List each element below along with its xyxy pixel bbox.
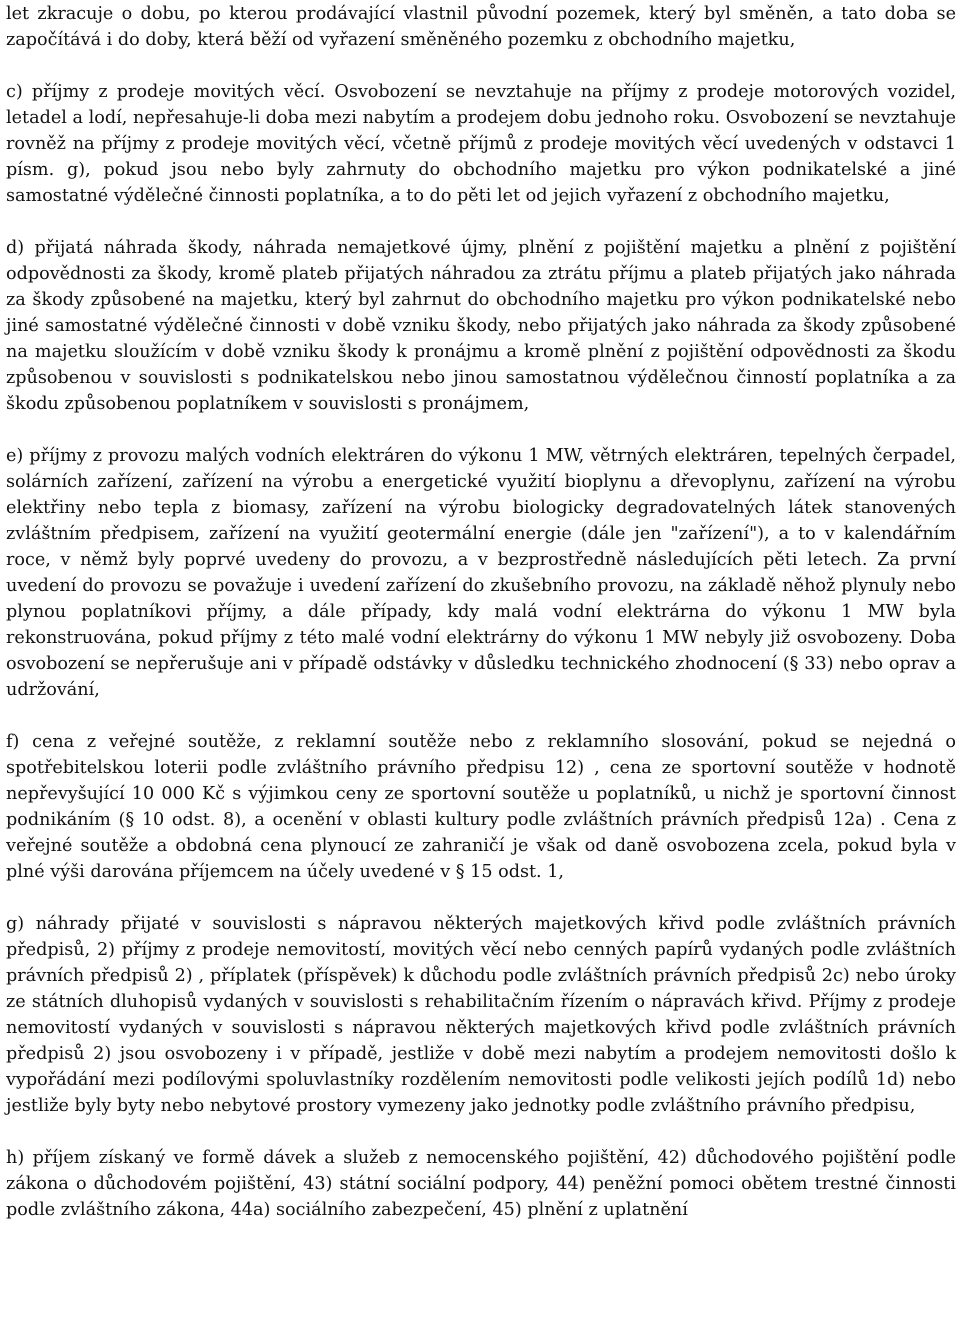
paragraph-e: e) příjmy z provozu malých vodních elektráren do výkonu 1 MW, větrných elektráren, tepelných čerpadel, solárních zařízení, zařízení na výrobu a energetické využití bioplynu a dřevoplynu, zařízení na výrobu elektřiny nebo tepla z biomasy, zařízení na výrobu biologicky degradovatelných látek stanovených zvláštním předpisem, zařízení na využití geotermální energie (dále jen "zařízení"), a to v kalendářním roce, v němž byly poprvé uvedeny do provozu, a v bezprostředně následujících pěti letech. Za první uvedení do provozu se považuje i uvedení zařízení do zkušebního provozu, na základě něhož plynuly nebo plynou poplatníkovi příjmy, a dále případy, kdy malá vodní elektrárna do výkonu 1 MW byla rekonstruována, pokud příjmy z této malé vodní elektrárny do výkonu 1 MW nebyly již osvobozeny. Doba osvobození se nepřerušuje ani v případě odstávky v důsledku technického zhodnocení (§ 33) nebo oprav a udržování,: [6, 446, 956, 700]
paragraph-h: h) příjem získaný ve formě dávek a služeb z nemocenského pojištění, 42) důchodového pojištění podle zákona o důchodovém pojištění, 43) státní sociální podpory, 44) peněžní pomoci obětem trestné činnosti podle zvláštního zákona, 44a) sociálního zabezpečení, 45) plnění z uplatnění: [6, 1148, 956, 1220]
document-page: [6, 1, 956, 1223]
paragraph-continuation: let zkracuje o dobu, po kterou prodávající vlastnil původní pozemek, který byl směněn, a tato doba se započítává i do doby, která běží od vyřazení směněného pozemku z obchodního majetku,: [6, 4, 956, 50]
paragraph-f: f) cena z veřejné soutěže, z reklamní soutěže nebo z reklamního slosování, pokud se nejedná o spotřebitelskou loterii podle zvláštního právního předpisu 12) , cena ze sportovní soutěže v hodnotě nepřevyšující 10 000 Kč s výjimkou ceny ze sportovní soutěže u poplatníků, u nichž je sportovní činnost podnikáním (§ 10 odst. 8), a ocenění v oblasti kultury podle zvláštních právních předpisů 12a) . Cena z veřejné soutěže a obdobná cena plynoucí ze zahraničí je však od daně osvobozena zcela, pokud byla v plné výši darována příjemcem na účely uvedené v § 15 odst. 1,: [6, 732, 956, 882]
paragraph-c: c) příjmy z prodeje movitých věcí. Osvobození se nevztahuje na příjmy z prodeje motorových vozidel, letadel a lodí, nepřesahuje-li doba mezi nabytím a prodejem dobu jednoho roku. Osvobození se nevztahuje rovněž na příjmy z prodeje movitých věcí, včetně příjmů z prodeje movitých věcí uvedených v odstavci 1 písm. g), pokud jsou nebo byly zahrnuty do obchodního majetku pro výkon podnikatelské a jiné samostatné výdělečné činnosti poplatníka, a to do pěti let od jejich vyřazení z obchodního majetku,: [6, 82, 956, 206]
paragraph-d: d) přijatá náhrada škody, náhrada nemajetkové újmy, plnění z pojištění majetku a plnění z pojištění odpovědnosti za škody, kromě plateb přijatých náhradou za ztrátu příjmu a plateb přijatých jako náhrada za škody způsobené na majetku, který byl zahrnut do obchodního majetku pro výkon podnikatelské nebo jiné samostatné výdělečné činnosti v době vzniku škody, nebo přijatých jako náhrada za škody způsobené na majetku sloužícím v době vzniku škody k pronájmu a kromě plnění z pojištění odpovědnosti za škodu způsobenou v souvislosti s podnikatelskou nebo jinou samostatnou výdělečnou činností poplatníka a za škodu způsobenou poplatníkem v souvislosti s pronájmem,: [6, 238, 956, 414]
paragraph-g: g) náhrady přijaté v souvislosti s nápravou některých majetkových křivd podle zvláštních právních předpisů, 2) příjmy z prodeje nemovitostí, movitých věcí nebo cenných papírů vydaných podle zvláštních právních předpisů 2) , příplatek (příspěvek) k důchodu podle zvláštních právních předpisů 2c) nebo úroky ze státních dluhopisů vydaných v souvislosti s rehabilitačním řízením o nápravách křivd. Příjmy z prodeje nemovitostí vydaných v souvislosti s nápravou některých majetkových křivd podle zvláštních právních předpisů 2) jsou osvobozeny i v případě, jestliže v době mezi nabytím a prodejem nemovitosti došlo k vypořádání mezi podílovými spoluvlastníky rozdělením nemovitosti podle velikosti jejích podílů 1d) nebo jestliže byly byty nebo nebytové prostory vymezeny jako jednotky podle zvláštního právního předpisu,: [6, 914, 956, 1116]
